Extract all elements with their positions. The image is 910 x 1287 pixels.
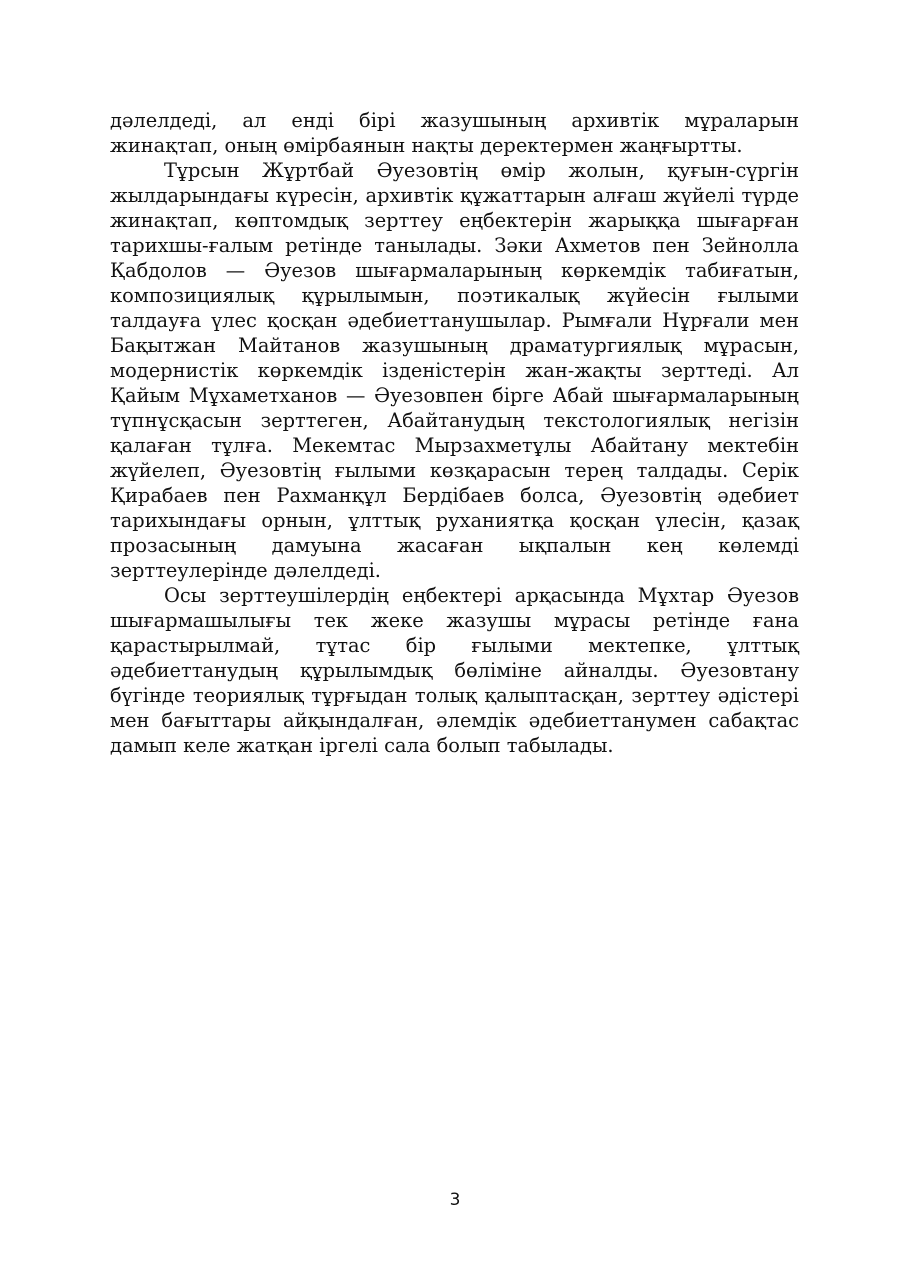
paragraph-1: дәлелдеді, ал енді бірі жазушының архивтік мұраларын жинақтап, оның өмірбаянын нақты деректермен жаңғыртты.: [110, 109, 799, 157]
paragraph-2: Тұрсын Жұртбай Әуезовтің өмір жолын, қуғын-сүргін жылдарындағы күресін, архивтік құжаттарын алғаш жүйелі түрде жинақтап, көптомдық зерттеу еңбектерін жарыққа шығарған тарихшы-ғалым ретінде танылады. Зәки Ахметов пен Зейнолла Қабдолов — Әуезов шығармаларының көркемдік табиғатын, композициялық құрылымын, поэтикалық жүйесін ғылыми талдауға үлес қосқан әдебиеттанушылар. Рымғали Нұрғали мен Бақытжан Майтанов жазушының драматургиялық мұрасын, модернистік көркемдік ізденістерін жан-жақты зерттеді. Ал Қайым Мұхаметханов — Әуезовпен бірге Абай шығармаларының түпнұсқасын зерттеген, Абайтанудың текстологиялық негізін қалаған тұлға. Мекемтас Мырзахметұлы Абайтану мектебін жүйелеп, Әуезовтің ғылыми көзқарасын терең талдады. Серік Қирабаев пен Рахманқұл Бердібаев болса, Әуезовтің әдебиет тарихындағы орнын, ұлттық руханиятқа қосқан үлесін, қазақ прозасының дамуына жасаған ықпалын кең көлемді зерттеулерінде дәлелдеді.: [110, 159, 799, 582]
page-number: 3: [449, 1190, 461, 1210]
body-text: [110, 108, 799, 758]
paragraph-3: Осы зерттеушілердің еңбектері арқасында Мұхтар Әуезов шығармашылығы тек жеке жазушы мұрасы ретінде ғана қарастырылмай, тұтас бір ғылыми мектепке, ұлттық әдебиеттанудың құрылымдық бөліміне айналды. Әуезовтану бүгінде теориялық тұрғыдан толық қалыптасқан, зерттеу әдістері мен бағыттары айқындалған, әлемдік әдебиеттанумен сабақтас дамып келе жатқан іргелі сала болып табылады.: [110, 584, 799, 757]
